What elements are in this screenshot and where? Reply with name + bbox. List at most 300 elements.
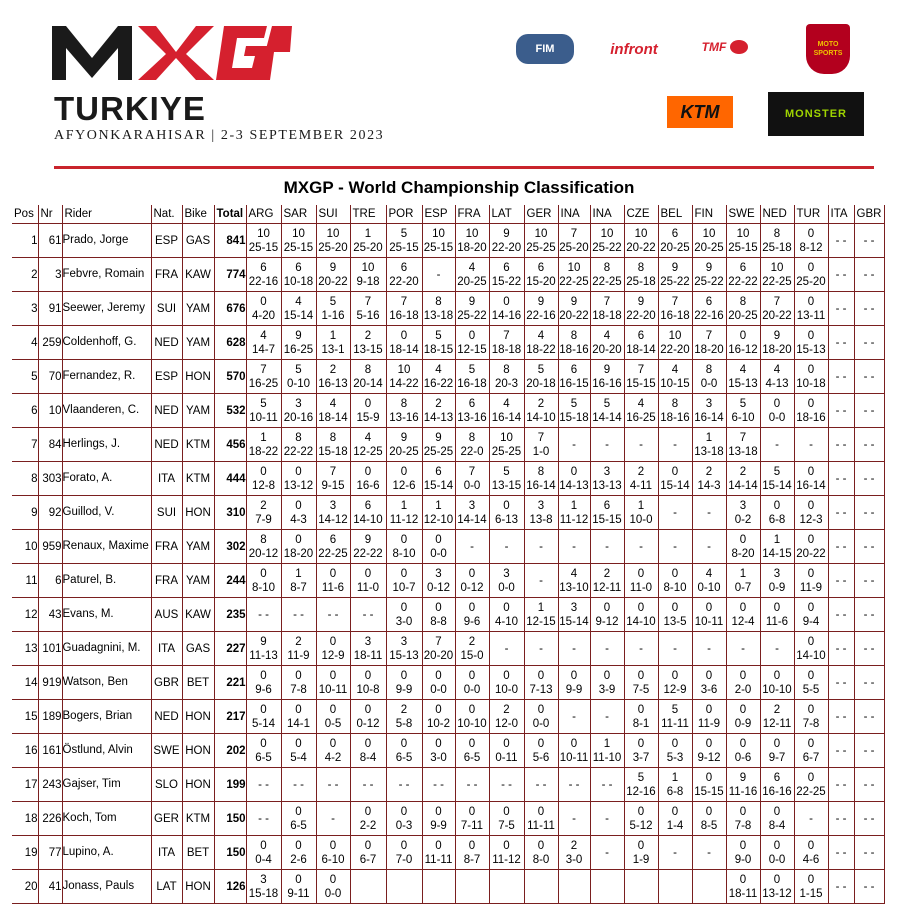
cell-nr: 10	[38, 394, 62, 428]
cell-race	[246, 360, 281, 394]
race-results: 9-12	[697, 751, 721, 764]
cell-race	[854, 768, 884, 802]
cell-race	[658, 394, 692, 428]
race-points: 0	[807, 261, 815, 274]
cell-race	[422, 802, 455, 836]
cell-race	[246, 530, 281, 564]
race-points: - -	[863, 710, 875, 723]
cell-race	[726, 564, 760, 598]
cell-race	[422, 836, 455, 870]
race-points: 3	[435, 567, 442, 580]
cell-nr: 959	[38, 530, 62, 564]
cell-rider: Forato, A.	[62, 462, 151, 496]
race-points: 5	[537, 363, 545, 376]
cell-race	[854, 258, 884, 292]
cell-race	[489, 292, 524, 326]
cell-race	[590, 632, 624, 666]
race-results: 0-0	[768, 411, 786, 424]
race-points: 2	[503, 703, 510, 716]
cell-race	[489, 564, 524, 598]
table-row	[12, 802, 884, 836]
race-points: 2	[603, 567, 611, 580]
race-points: 9	[671, 261, 679, 274]
cell-race	[524, 360, 558, 394]
race-results: 25-15	[389, 241, 419, 254]
race-points: 0	[739, 703, 747, 716]
race-points: - -	[835, 574, 847, 587]
race-points: 6	[364, 499, 372, 512]
race-points: - -	[327, 608, 339, 621]
table-row	[12, 598, 884, 632]
race-results: 10-0	[629, 513, 653, 526]
cell-race	[489, 428, 524, 462]
race-points: 4	[260, 329, 267, 342]
race-results: 7-11	[460, 819, 484, 832]
col-nat: Nat.	[151, 205, 182, 224]
race-results: 3-0	[430, 751, 447, 764]
cell-race	[590, 870, 624, 904]
race-points: 0	[329, 703, 337, 716]
race-points: 0	[400, 465, 408, 478]
cell-race	[350, 326, 386, 360]
race-results: 20-22	[796, 547, 826, 560]
cell-nat: ITA	[151, 462, 182, 496]
cell-race	[350, 700, 386, 734]
cell-pos: 9	[12, 496, 38, 530]
cell-race	[246, 394, 281, 428]
cell-race	[854, 700, 884, 734]
race-results: 6-7	[359, 853, 377, 866]
cell-race	[624, 802, 658, 836]
cell-total: 217	[214, 700, 246, 734]
race-results: 9-15	[321, 479, 345, 492]
race-results: 8-7	[463, 853, 481, 866]
race-points: 0	[773, 669, 781, 682]
cell-race	[350, 870, 386, 904]
race-results: 7-8	[734, 819, 752, 832]
cell-race	[246, 802, 281, 836]
classification-table	[12, 205, 885, 904]
cell-rider: Jonass, Pauls	[62, 870, 151, 904]
race-results: 20-22	[318, 275, 348, 288]
race-points: - -	[835, 710, 847, 723]
cell-race	[350, 224, 386, 258]
fim-logo: FIM	[516, 34, 574, 64]
table-row	[12, 836, 884, 870]
cell-race	[524, 326, 558, 360]
cell-race	[794, 836, 828, 870]
race-results: 0-3	[395, 819, 413, 832]
cell-race	[489, 700, 524, 734]
col-nr: Nr	[38, 205, 62, 224]
race-points: 2	[570, 839, 578, 852]
cell-race	[590, 598, 624, 632]
cell-race	[281, 360, 316, 394]
cell-race	[281, 768, 316, 802]
cell-nr: 101	[38, 632, 62, 666]
cell-race	[350, 768, 386, 802]
race-results: 12-10	[423, 513, 454, 526]
race-points: 1	[329, 329, 337, 342]
race-results: 12-15	[457, 343, 487, 356]
cell-race	[828, 292, 854, 326]
race-results: 11-0	[356, 581, 380, 594]
cell-race	[455, 530, 489, 564]
race-points: 8	[260, 533, 267, 546]
cell-race	[692, 326, 726, 360]
event-header	[0, 0, 909, 172]
cell-race	[658, 598, 692, 632]
race-points: 2	[705, 465, 713, 478]
race-results: 15-14	[423, 479, 454, 492]
cell-rider: Östlund, Alvin	[62, 734, 151, 768]
race-points: 10	[432, 227, 445, 240]
cell-race	[624, 632, 658, 666]
cell-race	[726, 428, 760, 462]
race-points: 0	[295, 465, 302, 478]
cell-bike: HON	[182, 360, 214, 394]
cell-race	[524, 870, 558, 904]
mxgp-logo	[52, 18, 292, 84]
race-points: 0	[637, 703, 645, 716]
race-points: 3	[570, 601, 578, 614]
cell-race	[760, 530, 794, 564]
race-points: 0	[739, 329, 747, 342]
race-results: 18-15	[423, 343, 454, 356]
cell-nr: 91	[38, 292, 62, 326]
race-results: 10-11	[318, 683, 348, 696]
race-points: 1	[435, 499, 442, 512]
race-results: 11-9	[799, 581, 823, 594]
cell-pos: 4	[12, 326, 38, 360]
cell-race	[828, 632, 854, 666]
cell-race	[624, 598, 658, 632]
race-points: 0	[807, 737, 815, 750]
race-results: 0-7	[734, 581, 752, 594]
cell-race	[246, 496, 281, 530]
cell-bike: BET	[182, 836, 214, 870]
race-results: 0-0	[768, 853, 786, 866]
cell-race	[455, 632, 489, 666]
race-results: -	[605, 540, 609, 553]
race-results: 22-0	[460, 445, 484, 458]
cell-nr: 226	[38, 802, 62, 836]
race-results: -	[605, 710, 609, 723]
race-points: - -	[535, 778, 547, 791]
cell-race	[828, 768, 854, 802]
race-results: -	[572, 540, 576, 553]
cell-race	[489, 258, 524, 292]
cell-race	[524, 836, 558, 870]
race-points: - -	[835, 302, 847, 315]
race-points: - -	[863, 744, 875, 757]
race-results: 11-12	[389, 513, 419, 526]
race-points: 0	[468, 737, 476, 750]
table-row	[12, 768, 884, 802]
table-row	[12, 734, 884, 768]
cell-nr: 84	[38, 428, 62, 462]
cell-race	[246, 462, 281, 496]
race-results: 5-5	[802, 683, 820, 696]
race-results: 15-14	[660, 479, 690, 492]
race-results: -	[605, 812, 609, 825]
race-points: 0	[537, 669, 545, 682]
cell-race	[760, 394, 794, 428]
race-points: - -	[835, 336, 847, 349]
race-points: 1	[671, 771, 679, 784]
race-points: - -	[835, 472, 847, 485]
cell-nr: 70	[38, 360, 62, 394]
cell-race	[558, 292, 590, 326]
cell-race	[558, 734, 590, 768]
cell-race	[658, 666, 692, 700]
monster-energy-logo: MONSTER	[768, 92, 864, 136]
cell-race	[246, 836, 281, 870]
race-points: 0	[364, 839, 372, 852]
cell-race	[281, 394, 316, 428]
race-results: 0-0	[700, 377, 718, 390]
race-points: 0	[773, 397, 781, 410]
race-points: 0	[503, 295, 510, 308]
cell-nr: 3	[38, 258, 62, 292]
race-points: 0	[295, 839, 302, 852]
cell-race	[558, 326, 590, 360]
race-results: 7-8	[290, 683, 307, 696]
cell-race	[422, 462, 455, 496]
race-results: 12-9	[663, 683, 687, 696]
race-results: 15-13	[796, 343, 826, 356]
race-points: 9	[537, 295, 545, 308]
cell-race	[760, 598, 794, 632]
cell-race	[726, 700, 760, 734]
race-results: 25-25	[491, 445, 522, 458]
cell-race	[316, 836, 350, 870]
cell-bike: YAM	[182, 326, 214, 360]
race-points: 9	[570, 295, 578, 308]
race-results: -	[673, 846, 677, 859]
col-race: FRA	[455, 205, 489, 224]
cell-race	[422, 326, 455, 360]
cell-race	[281, 836, 316, 870]
cell-race	[760, 564, 794, 598]
race-results: -	[605, 846, 609, 859]
cell-race	[590, 258, 624, 292]
race-results: 13-12	[762, 887, 792, 900]
race-results: 18-16	[796, 411, 826, 424]
race-results: 1-0	[532, 445, 550, 458]
race-results: 15-13	[728, 377, 758, 390]
cell-race	[386, 598, 422, 632]
cell-race	[524, 394, 558, 428]
race-results: -	[639, 540, 643, 553]
race-points: 8	[295, 431, 302, 444]
cell-race	[726, 530, 760, 564]
race-results: 20-25	[389, 445, 419, 458]
race-results: 22-20	[491, 241, 522, 254]
cell-race	[624, 428, 658, 462]
cell-race	[828, 224, 854, 258]
race-results: -	[741, 642, 745, 655]
cell-race	[854, 292, 884, 326]
cell-nr: 6	[38, 564, 62, 598]
race-results: 25-20	[559, 241, 589, 254]
race-points: - -	[863, 846, 875, 859]
race-points: - -	[835, 268, 847, 281]
race-points: 0	[705, 771, 713, 784]
race-points: - -	[863, 506, 875, 519]
race-results: 16-25	[248, 377, 279, 390]
cell-race	[760, 802, 794, 836]
race-points: 0	[295, 669, 302, 682]
race-results: 13-13	[592, 479, 622, 492]
race-results: 16-25	[283, 343, 314, 356]
cell-race	[246, 632, 281, 666]
race-results: 10-2	[426, 717, 451, 730]
cell-total: 841	[214, 224, 246, 258]
col-race: SWE	[726, 205, 760, 224]
race-points: 4	[329, 397, 337, 410]
race-points: 3	[537, 499, 545, 512]
cell-race	[726, 870, 760, 904]
race-points: 3	[503, 567, 510, 580]
cell-pos: 1	[12, 224, 38, 258]
race-results: 25-22	[694, 275, 724, 288]
race-points: 0	[807, 295, 815, 308]
col-race: ARG	[246, 205, 281, 224]
cell-race	[828, 530, 854, 564]
race-points: 10	[736, 227, 750, 240]
col-race: SUI	[316, 205, 350, 224]
cell-race	[455, 496, 489, 530]
cell-race	[455, 700, 489, 734]
cell-race	[350, 666, 386, 700]
cell-race	[489, 768, 524, 802]
cell-race	[350, 258, 386, 292]
cell-pos: 14	[12, 666, 38, 700]
cell-race	[854, 666, 884, 700]
cell-race	[726, 836, 760, 870]
race-results: 9-12	[595, 615, 619, 628]
col-race: SAR	[281, 205, 316, 224]
race-results: 10-18	[796, 377, 826, 390]
race-results: 14-15	[762, 547, 792, 560]
race-points: 0	[807, 363, 815, 376]
race-results: 20-14	[353, 377, 383, 390]
race-points: 2	[468, 635, 476, 648]
cell-race	[760, 292, 794, 326]
cell-race	[316, 768, 350, 802]
race-results: 11-0	[629, 581, 653, 594]
race-results: -	[331, 812, 335, 825]
race-results: -	[639, 642, 643, 655]
col-race: GBR	[854, 205, 884, 224]
cell-race	[350, 632, 386, 666]
cell-pos: 8	[12, 462, 38, 496]
cell-race	[455, 870, 489, 904]
race-results: 20-25	[728, 309, 758, 322]
race-points: 0	[807, 397, 815, 410]
infront-logo: infront	[610, 40, 658, 58]
race-results: 20-20	[592, 343, 622, 356]
race-results: 25-20	[353, 241, 383, 254]
cell-total: 126	[214, 870, 246, 904]
cell-race	[658, 836, 692, 870]
table-row	[12, 394, 884, 428]
cell-total: 150	[214, 836, 246, 870]
cell-race	[455, 666, 489, 700]
race-points: 0	[364, 669, 372, 682]
cell-rider: Paturel, B.	[62, 564, 151, 598]
race-results: 6-5	[463, 751, 481, 764]
cell-pos: 7	[12, 428, 38, 462]
race-points: 8	[705, 363, 713, 376]
race-points: 0	[329, 737, 337, 750]
cell-race	[828, 564, 854, 598]
cell-race	[658, 734, 692, 768]
race-points: 0	[468, 703, 476, 716]
race-results: 10-11	[249, 411, 278, 424]
race-points: 6	[773, 771, 781, 784]
race-points: 0	[260, 669, 267, 682]
race-results: 13-10	[559, 581, 589, 594]
race-results: 15-13	[389, 649, 419, 662]
race-points: 0	[537, 805, 545, 818]
race-results: 13-5	[663, 615, 687, 628]
race-points: 0	[435, 703, 442, 716]
race-results: 25-25	[526, 241, 556, 254]
race-results: 15-14	[762, 479, 792, 492]
race-results: 0-12	[356, 717, 380, 730]
table-row	[12, 632, 884, 666]
race-points: 6	[503, 261, 510, 274]
race-results: 22-25	[559, 275, 589, 288]
race-points: 10	[634, 227, 648, 240]
cell-race	[386, 768, 422, 802]
cell-race	[726, 462, 760, 496]
table-row	[12, 428, 884, 462]
cell-race	[350, 802, 386, 836]
race-results: 9-9	[430, 819, 447, 832]
cell-race	[828, 700, 854, 734]
race-points: 8	[468, 431, 476, 444]
race-points: 0	[637, 669, 645, 682]
cell-race	[658, 496, 692, 530]
race-results: 14-13	[559, 479, 589, 492]
cell-race	[658, 700, 692, 734]
race-results: 13-1	[321, 343, 345, 356]
cell-race	[794, 394, 828, 428]
race-points: 7	[603, 295, 611, 308]
cell-race	[489, 734, 524, 768]
race-results: 18-20	[283, 547, 314, 560]
race-points: - -	[863, 574, 875, 587]
race-results: 16-16	[592, 377, 622, 390]
cell-nr: 243	[38, 768, 62, 802]
race-results: 4-13	[765, 377, 789, 390]
race-results: 2-2	[359, 819, 377, 832]
cell-race	[726, 496, 760, 530]
race-points: 0	[435, 601, 442, 614]
col-race: TRE	[350, 205, 386, 224]
cell-race	[726, 224, 760, 258]
race-points: 4	[435, 363, 442, 376]
cell-bike: KAW	[182, 598, 214, 632]
race-points: 0	[468, 669, 476, 682]
race-results: 13-11	[796, 309, 826, 322]
race-points: 10	[600, 227, 614, 240]
cell-race	[692, 802, 726, 836]
race-points: 9	[637, 295, 645, 308]
